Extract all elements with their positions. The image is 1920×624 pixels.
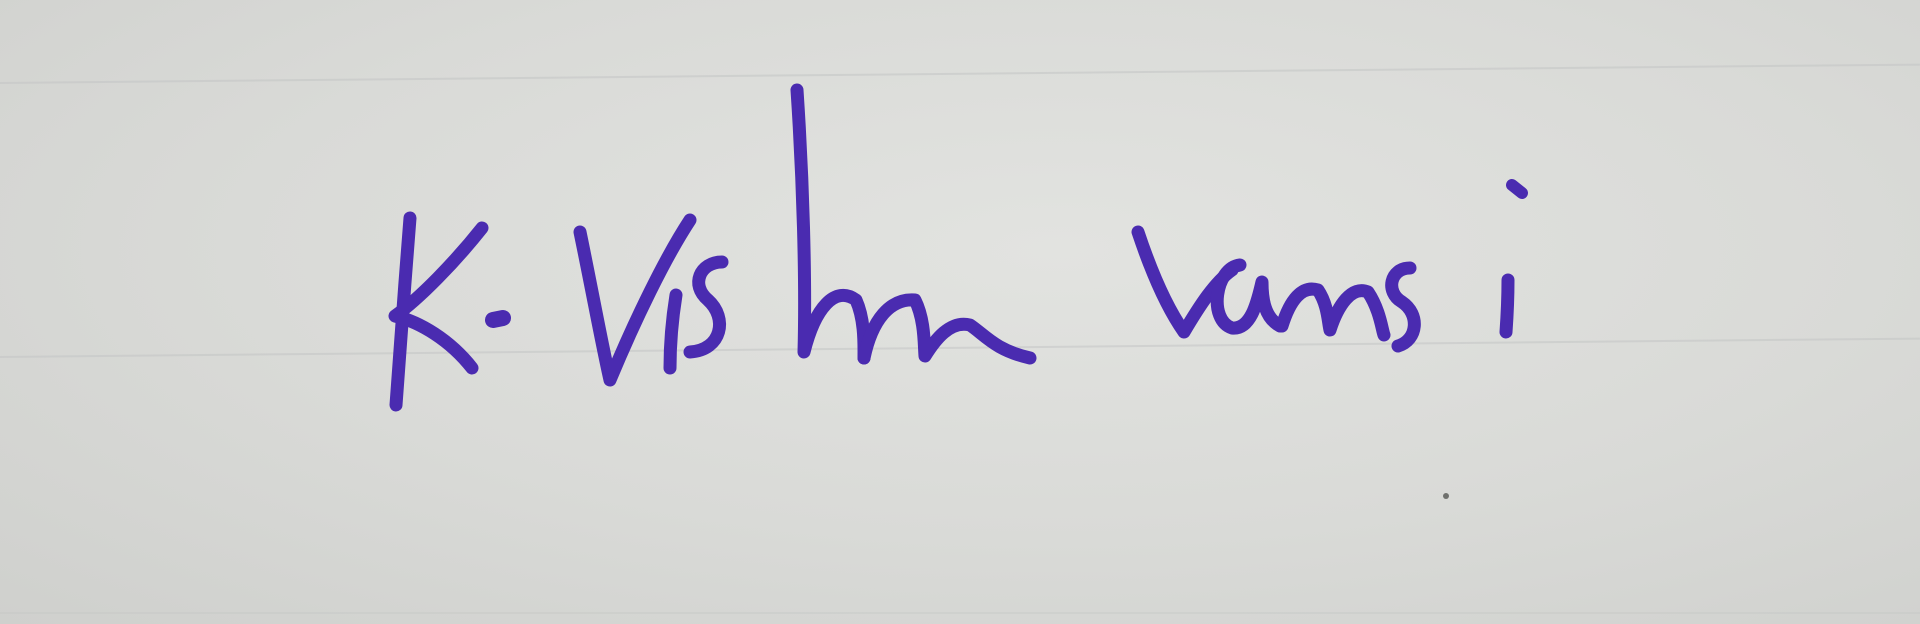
signature-letter-i	[1506, 280, 1508, 332]
signature-letter-n	[864, 300, 1030, 358]
signature-dot	[493, 318, 503, 320]
signature-letter-s	[690, 262, 722, 352]
signature-ink	[395, 90, 1522, 405]
signature-letter-i	[670, 295, 676, 368]
signature-letter-h	[797, 90, 864, 358]
signature-letter-m	[1282, 289, 1384, 335]
signature-i-dot	[1512, 185, 1522, 193]
signature-letter-a	[1217, 265, 1280, 328]
signature-letter-s	[1392, 268, 1415, 346]
